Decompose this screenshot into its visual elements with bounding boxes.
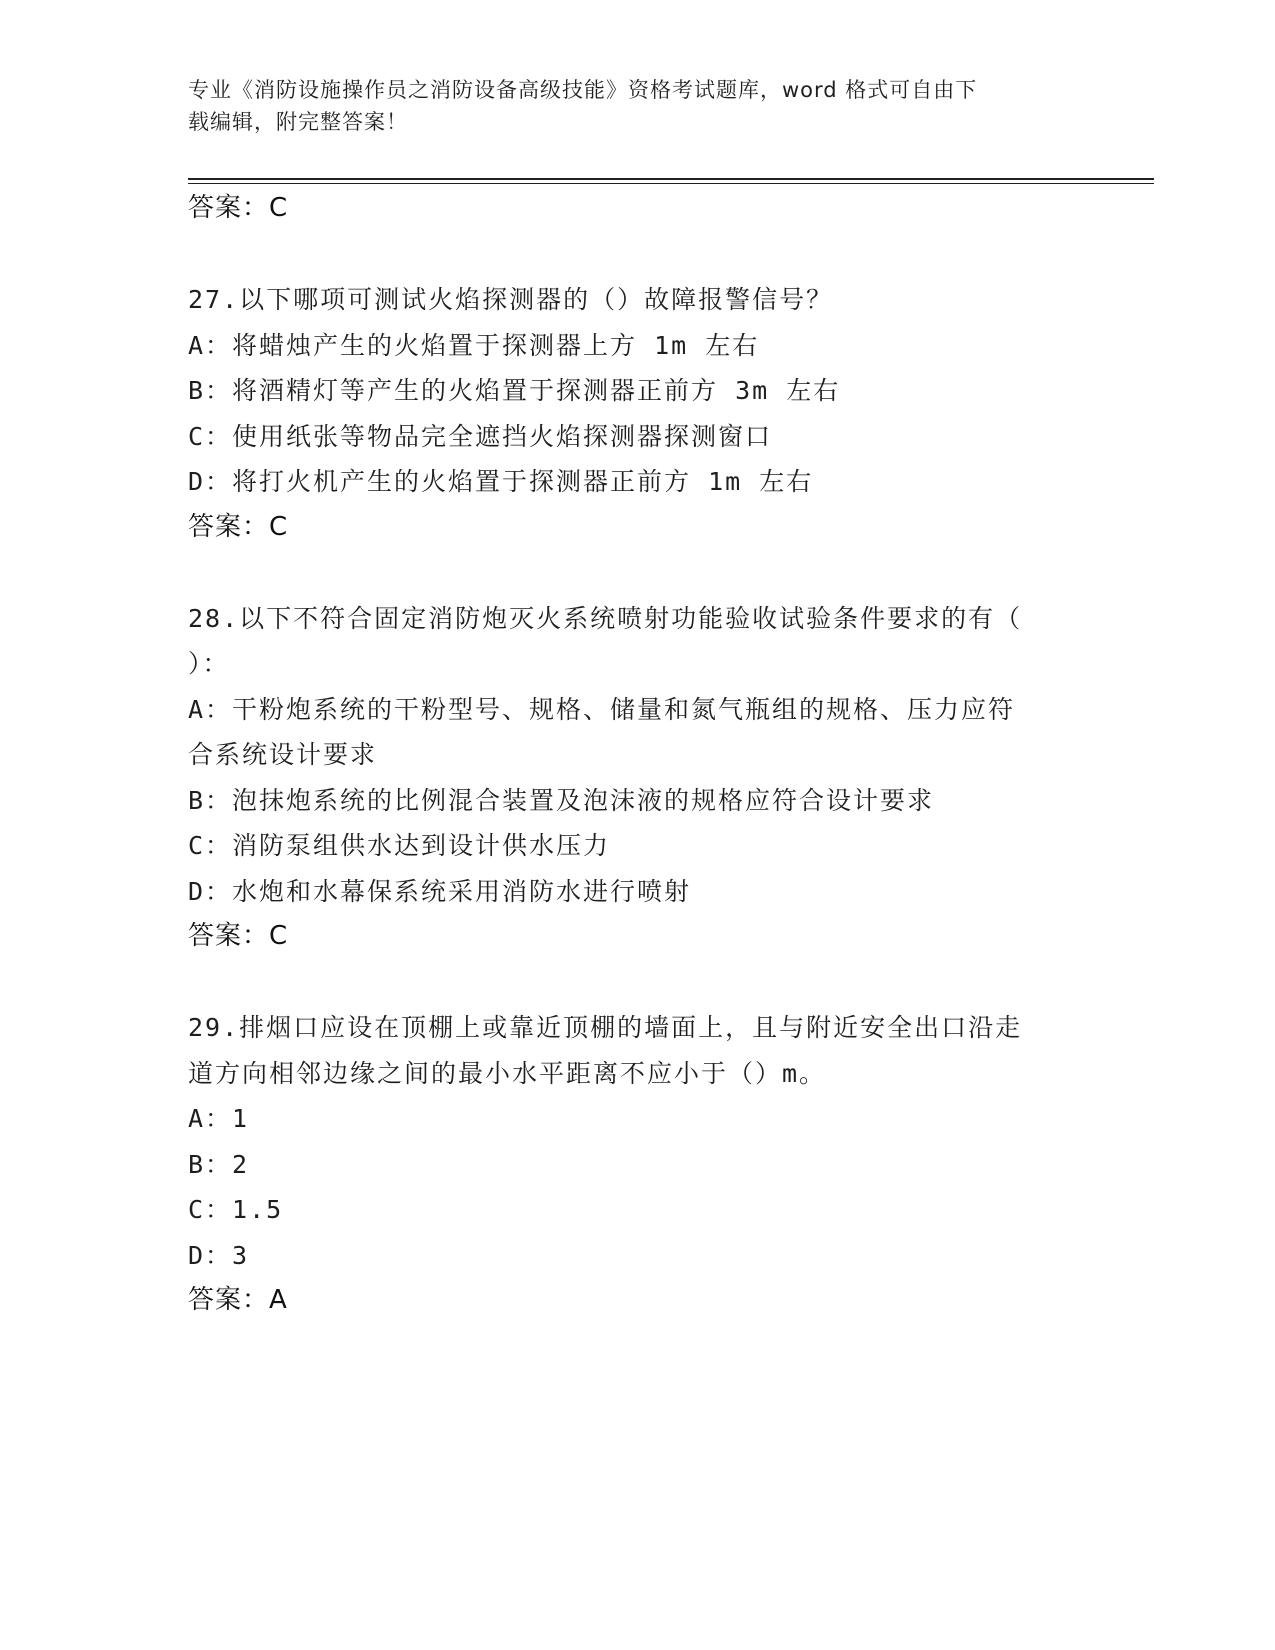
header-line-1: 专业《消防设施操作员之消防设备高级技能》资格考试题库，word 格式可自由下 [188, 78, 978, 102]
answer: 答案：C [188, 511, 289, 542]
question-27 [188, 277, 1088, 550]
question-29 [188, 1005, 1088, 1324]
question-stem-line-2: 道方向相邻边缘之间的最小水平距离不应小于（）m。 [188, 1058, 827, 1088]
option-a-line-1: A：干粉炮系统的干粉型号、规格、储量和氮气瓶组的规格、压力应符 [188, 694, 1016, 724]
question-stem: 27.以下哪项可测试火焰探测器的（）故障报警信号？ [188, 285, 834, 314]
option-b: B：泡抹炮系统的比例混合装置及泡沫液的规格应符合设计要求 [188, 785, 935, 815]
header-rule-thin [188, 183, 1154, 184]
spacer [188, 960, 1088, 1006]
header-rule-thick [188, 178, 1154, 180]
option-a: A：将蜡烛产生的火焰置于探测器上方 1m 左右 [188, 330, 760, 360]
header-line-2: 载编辑，附完整答案！ [188, 110, 408, 134]
answer: 答案：C [188, 921, 289, 951]
option-c: C：使用纸张等物品完全遮挡火焰探测器探测窗口 [188, 421, 773, 451]
option-d: D：3 [188, 1240, 250, 1270]
question-stem-line-1: 28.以下不符合固定消防炮灭火系统喷射功能验收试验条件要求的有（ [188, 603, 1023, 633]
option-d: D：将打火机产生的火焰置于探测器正前方 1m 左右 [188, 467, 814, 496]
question-28 [188, 596, 1088, 960]
question-list [188, 186, 1088, 1324]
option-a-line-2: 合系统设计要求 [188, 740, 378, 769]
question-stem-line-1: 29.排烟口应设在顶棚上或靠近顶棚的墙面上，且与附近安全出口沿走 [188, 1013, 1023, 1042]
page-header [188, 74, 1068, 138]
question-stem-line-2: ）： [188, 649, 230, 678]
option-a: A：1 [188, 1104, 250, 1133]
option-b: B：2 [188, 1149, 250, 1179]
option-b: B：将酒精灯等产生的火焰置于探测器正前方 3m 左右 [188, 376, 841, 405]
answer: 答案：A [188, 1285, 288, 1315]
spacer [188, 232, 1088, 278]
option-d: D：水炮和水幕保系统采用消防水进行喷射 [188, 876, 692, 906]
spacer [188, 550, 1088, 596]
previous-answer: 答案：C [188, 193, 289, 223]
option-c: C：1.5 [188, 1195, 284, 1224]
option-c: C：消防泵组供水达到设计供水压力 [188, 831, 611, 860]
